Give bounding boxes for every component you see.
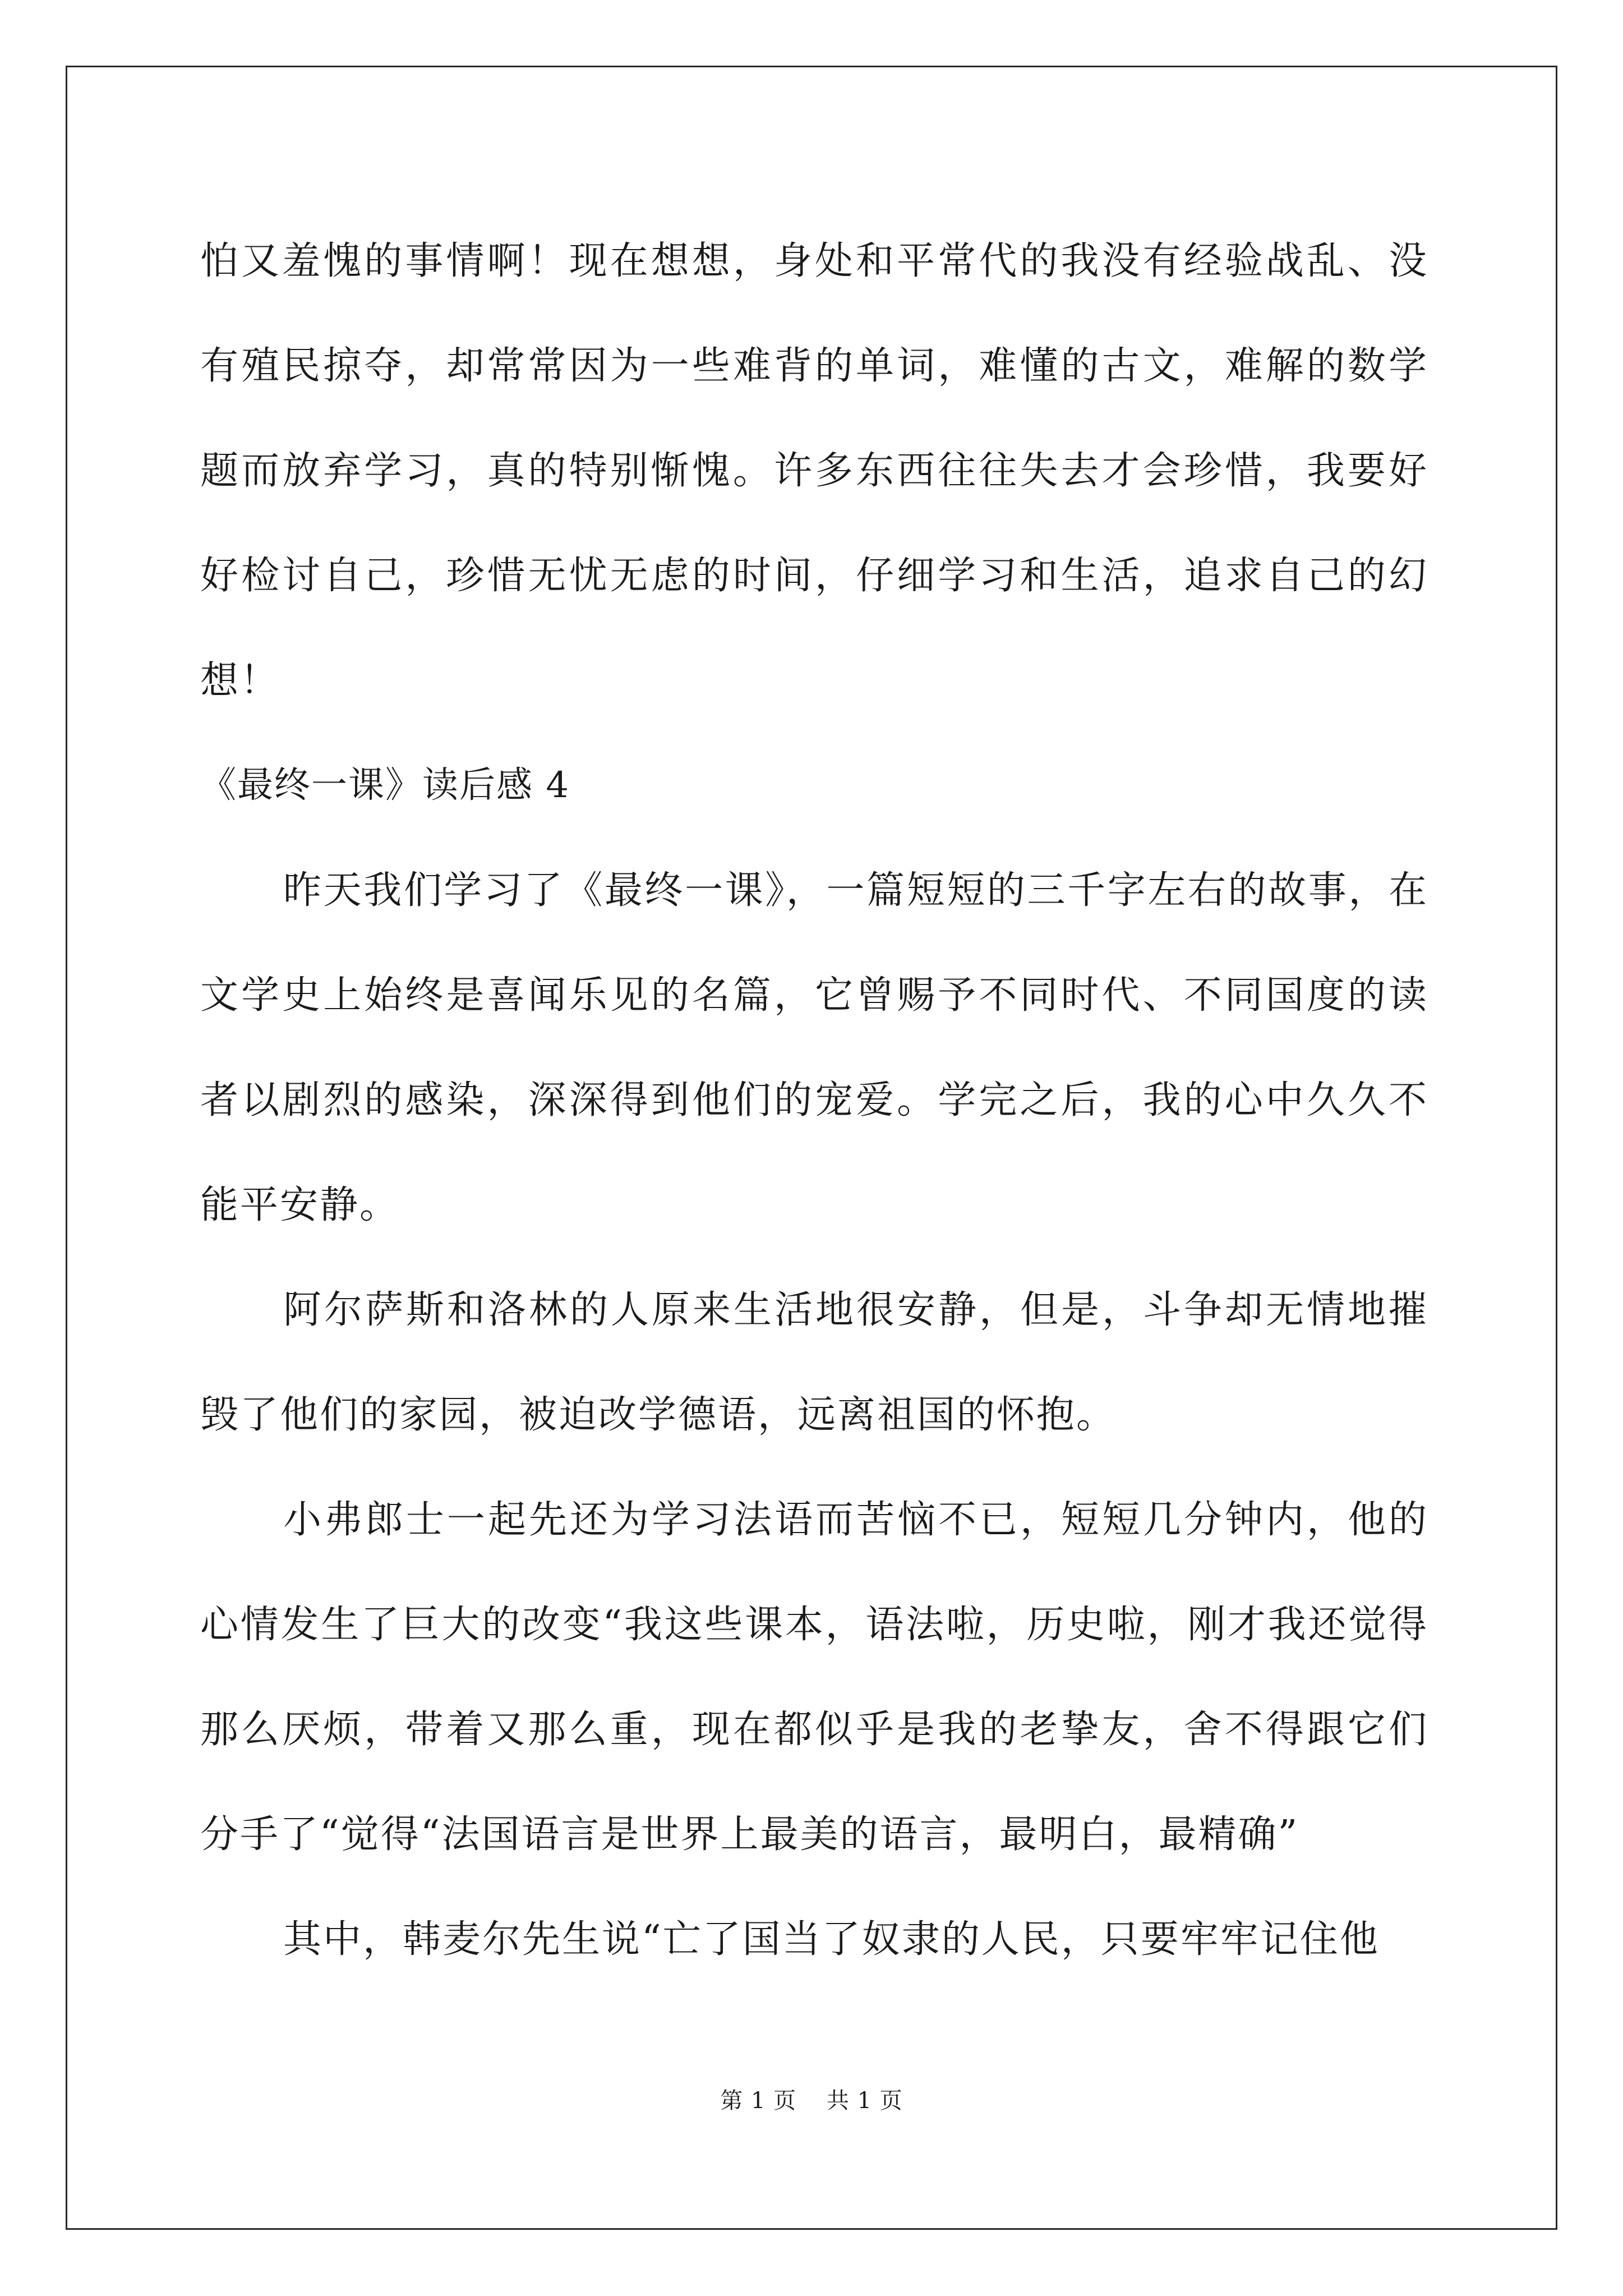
paragraph: 小弗郎士一起先还为学习法语而苦恼不已，短短几分钟内，他的心情发生了巨大的改变“我这些课本，语法啦，历史啦，刚才我还觉得那么厌烦，带着又那么重，现在都似乎是我的老挚友，舍不得跟它们分手了“觉得“法国语言是世界上最美的语言，最明白，最精确” — [200, 1498, 1428, 1857]
paragraph: 阿尔萨斯和洛林的人原来生活地很安静，但是，斗争却无情地摧毁了他们的家园，被迫改学德语，远离祖国的怀抱。 — [200, 1288, 1428, 1437]
page-footer — [0, 2084, 1623, 2118]
page-count: 共 1 页 — [826, 2088, 903, 2114]
paragraph: 昨天我们学习了《最终一课》，一篇短短的三千字左右的故事，在文学史上始终是喜闻乐见的名篇，它曾赐予不同时代、不同国度的读者以剧烈的感染，深深得到他们的宠爱。学完之后，我的心中久久不能平安静。 — [200, 868, 1428, 1227]
paragraph: 其中，韩麦尔先生说“亡了国当了奴隶的人民，只要牢牢记住他 — [283, 1917, 1380, 1962]
section-heading: 《最终一课》读后感 4 — [200, 765, 570, 806]
page-number: 第 1 页 — [720, 2088, 797, 2114]
document-body — [200, 209, 1428, 1992]
paragraph: 怕又羞愧的事情啊！现在想想，身处和平常代的我没有经验战乱、没有殖民掠夺，却常常因为一些难背的单词，难懂的古文，难解的数学题而放弃学习，真的特别惭愧。许多东西往往失去才会珍惜，我要好好检讨自己，珍惜无忧无虑的时间，仔细学习和生活，追求自己的幻想！ — [200, 239, 1428, 703]
